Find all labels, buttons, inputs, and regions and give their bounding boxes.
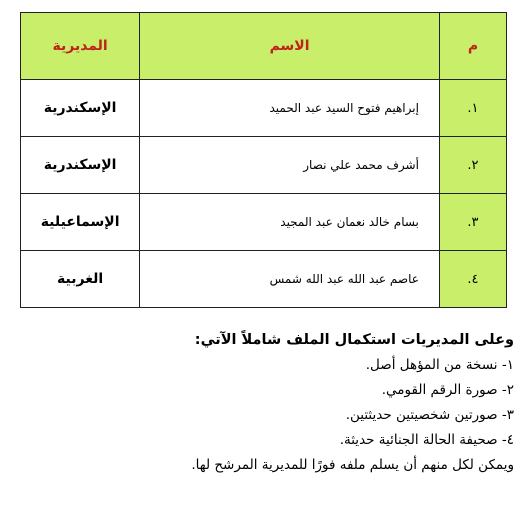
table-row [21,80,507,137]
header-name: الاسم [140,13,440,80]
row-directorate: الإسماعيلية [21,194,140,251]
row-name: إبراهيم فتوح السيد عبد الحميد [140,80,440,137]
row-number: ٣. [439,194,506,251]
header-number: م [439,13,506,80]
requirement-item: ٢- صورة الرقم القومي. [381,382,514,398]
row-directorate: الغربية [21,251,140,308]
table-header-row [21,13,507,80]
requirement-item: ٣- صورتين شخصيتين حديثتين. [345,407,514,423]
table-row [21,251,507,308]
row-number: ٢. [439,137,506,194]
row-name: بسام خالد نعمان عبد المجيد [140,194,440,251]
row-number: ١. [439,80,506,137]
closing-note: ويمكن لكل منهم أن يسلم ملفه فورًا للمديرية المرشح لها. [191,457,514,473]
requirements-intro: وعلى المديريات استكمال الملف شاملاً الآتي: [194,332,514,348]
row-name: أشرف محمد علي نصار [140,137,440,194]
candidates-table [20,12,507,308]
table-row [21,137,507,194]
row-directorate: الإسكندرية [21,137,140,194]
row-directorate: الإسكندرية [21,80,140,137]
header-directorate: المديرية [21,13,140,80]
row-name: عاصم عبد الله عبد الله شمس [140,251,440,308]
table-row [21,194,507,251]
row-number: ٤. [439,251,506,308]
requirement-item: ٤- صحيفة الحالة الجنائية حديثة. [339,432,514,448]
requirements-section [14,332,514,473]
requirement-item: ١- نسخة من المؤهل أصل. [365,357,514,373]
